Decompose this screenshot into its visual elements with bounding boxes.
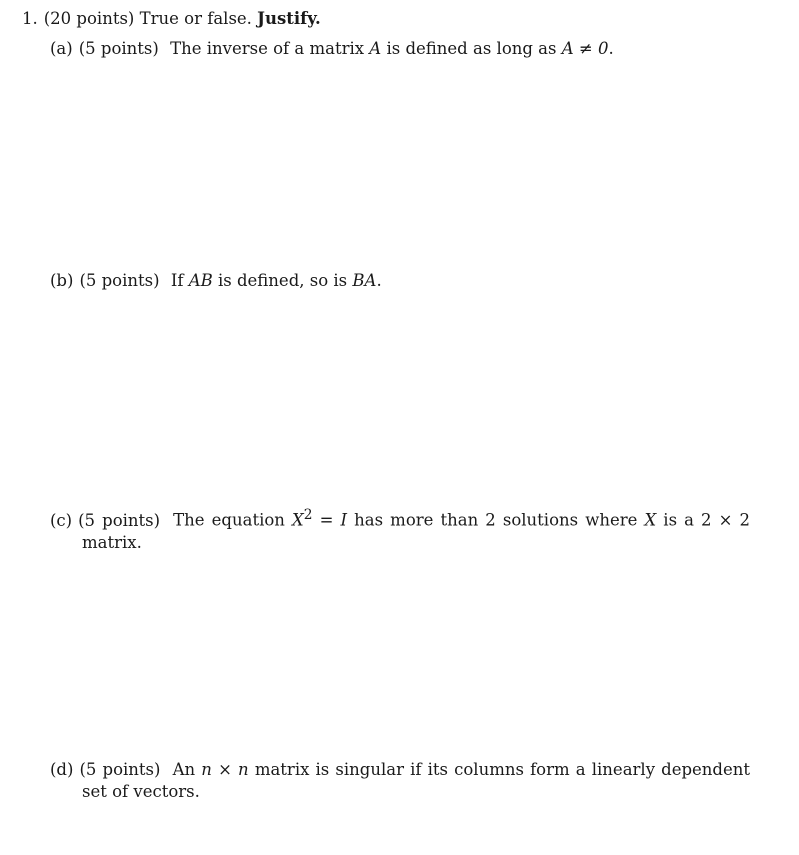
question-header <box>22 8 321 30</box>
part-b-points: (5 points) <box>79 271 160 290</box>
question-points: (20 points) <box>43 9 135 28</box>
part-c-math-X: X <box>292 510 304 530</box>
part-c-label: (c) <box>50 510 73 530</box>
part-a-math-A: A <box>369 39 382 58</box>
part-a-text-3: . <box>608 39 614 58</box>
part-c-text-2: has more than 2 solutions where <box>354 510 638 530</box>
part-d <box>50 759 750 803</box>
part-b <box>50 270 750 292</box>
part-a <box>50 38 750 60</box>
part-c-math-sup: 2 <box>303 507 313 523</box>
part-a-text-2: is defined as long as <box>386 39 557 58</box>
question-number: 1. <box>22 9 38 28</box>
part-d-text-2: matrix is singular if its columns form a linearly dependent set of vectors. <box>82 760 751 801</box>
part-c-points: (5 points) <box>78 510 161 530</box>
part-b-label: (b) <box>50 271 74 290</box>
part-b-text-3: . <box>376 271 382 290</box>
part-b-text-1: If <box>170 271 184 290</box>
part-c <box>50 504 750 554</box>
part-d-math-n1: n <box>201 760 212 779</box>
question-emphasis: Justify. <box>257 9 321 28</box>
part-c-math-eq: = <box>319 510 334 530</box>
part-c-math-X2: X <box>644 510 657 530</box>
part-b-math-BA: BA <box>352 271 377 290</box>
part-c-text-3: is a 2 × 2 matrix. <box>82 510 751 552</box>
part-d-points: (5 points) <box>79 760 161 779</box>
part-b-math-AB: AB <box>188 271 213 290</box>
part-d-math-times: × <box>218 760 232 779</box>
part-a-math-expr: A ≠ 0 <box>561 39 609 58</box>
part-a-points: (5 points) <box>78 39 159 58</box>
part-c-text-1: The equation <box>173 510 285 530</box>
part-d-label: (d) <box>50 760 74 779</box>
question-prompt: True or false. <box>139 9 252 28</box>
part-d-math-n2: n <box>238 760 249 779</box>
part-b-text-2: is defined, so is <box>217 271 348 290</box>
part-c-math-I: I <box>340 510 348 530</box>
part-a-text-1: The inverse of a matrix <box>170 39 365 58</box>
part-a-label: (a) <box>50 39 73 58</box>
part-d-text-1: An <box>172 760 196 779</box>
